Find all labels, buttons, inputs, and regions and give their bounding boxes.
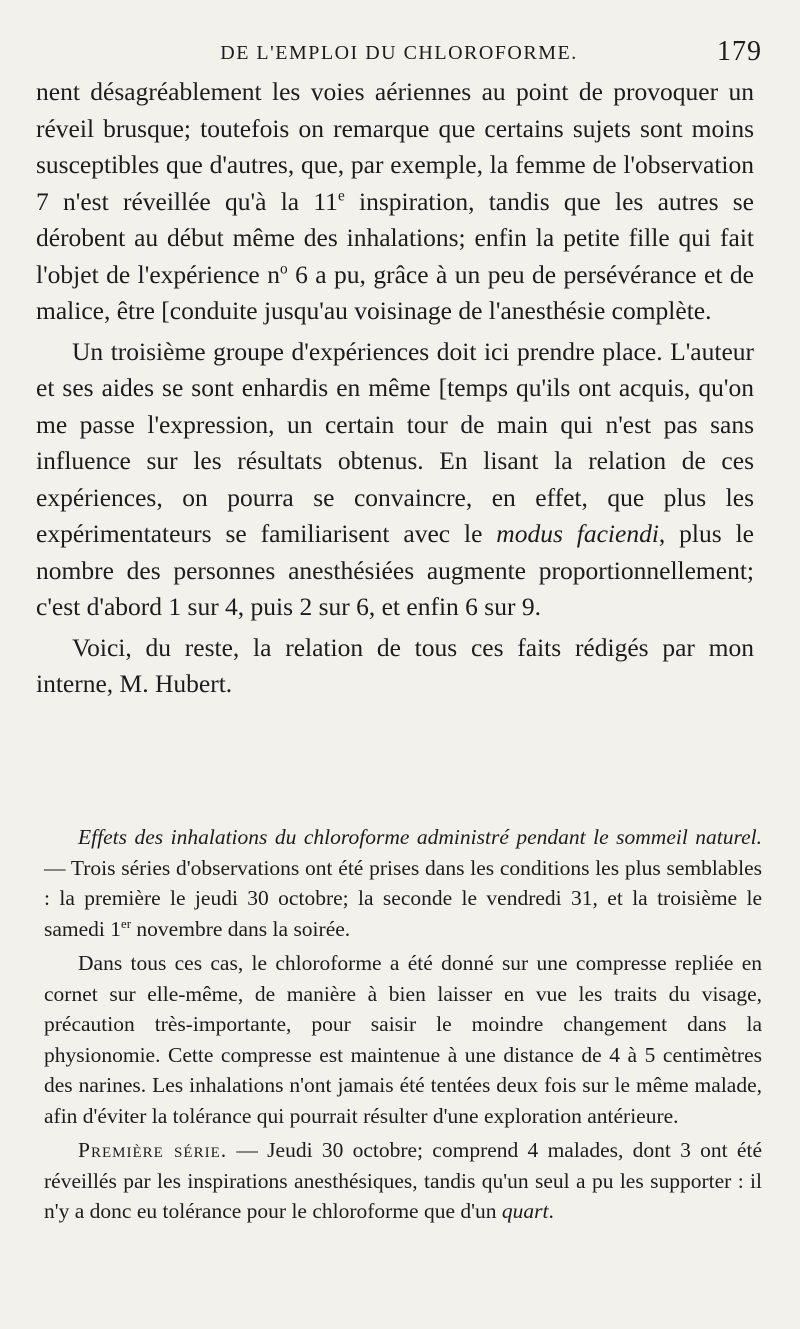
paragraph-continued [36, 74, 754, 330]
text-run: novembre dans la soirée. [131, 916, 351, 941]
running-head: DE L'EMPLOI DU CHLOROFORME. [220, 42, 578, 64]
text-run: , plus le nombre des personnes anesthésiées augmente proportionnellement; c'est d'abord 1 sur 4, puis 2 sur 6, et enfin 6 sur 9. [36, 519, 754, 621]
italic-phrase: modus faciendi [496, 519, 659, 548]
page-header [36, 36, 762, 72]
text-run: 6 a pu, grâce à un peu de persévérance et de malice, être [conduite jusqu'au voisinage de l'anesthésie complète. [36, 259, 754, 325]
paragraph-relation: Voici, du reste, la relation de tous ces faits rédigés par mon interne, M. Hubert. [36, 632, 754, 698]
text-run: Un troisième groupe d'expériences doit ici prendre place. L'auteur et ses aides se sont enhardis en même [temps qu'ils ont acquis, qu'on me passe l'expression, un certain tour de main qui n'est pas sans influence sur les résultats obtenus. En lisant la relation de ces expériences, on pourra se convaincre, en effet, que plus les expérimentateurs se familiarisent avec le [36, 336, 754, 548]
main-text-block [36, 74, 754, 703]
paragraph-effets [44, 822, 762, 944]
text-run: nent désagréablement les voies aériennes au point de provoquer un réveil brusque; toutefois on remarque que certains sujets sont moins susceptibles que d'autres, que, par exemple, la femme de l'observation 7 n'est réveillée qu'à la 11 [36, 77, 754, 216]
paragraph-third-group [36, 334, 754, 626]
small-text-block [44, 822, 762, 1227]
text-run: — Jeudi 30 octobre; comprend 4 malades, dont 3 ont été réveillés par les inspirations anesthésiques, tandis qu'un seul a pu les supporter : il n'y a donc eu tolérance pour le chloroforme que d'un [44, 1138, 762, 1223]
superscript: o [279, 260, 288, 277]
section-heading: Effets des inhalations du chloroforme administré pendant le sommeil naturel. [78, 825, 762, 849]
paragraph-method: Dans tous ces cas, le chloroforme a été donné sur une compresse repliée en cornet sur elle-même, de manière à bien laisser en vue les traits du visage, précaution très-importante, pour saisir le moindre changement dans la physionomie. Cette compresse est maintenue à une distance de 4 à 5 centimètres des narines. Les inhalations n'ont jamais été tentées deux fois sur le même malade, afin d'éviter la tolérance qui pourrait résulter d'une exploration antérieure. [44, 951, 762, 1128]
text-run: . [548, 1199, 554, 1223]
text-run: inspiration, tandis que les autres se dérobent au début même des inhalations; enfin la petite fille qui fait l'objet de l'expérience n [36, 186, 755, 289]
page-number: 179 [717, 36, 762, 67]
text-run: — Trois séries d'observations ont été prises dans les conditions les plus semblables : la première le jeudi 30 octobre; la seconde le vendredi 31, et la troisième le samedi 1 [44, 855, 762, 941]
series-heading: Première série. [78, 1138, 228, 1162]
paragraph-premiere-serie [44, 1135, 762, 1227]
superscript: er [121, 916, 132, 931]
superscript: e [337, 187, 345, 204]
italic-word: quart [501, 1199, 549, 1223]
